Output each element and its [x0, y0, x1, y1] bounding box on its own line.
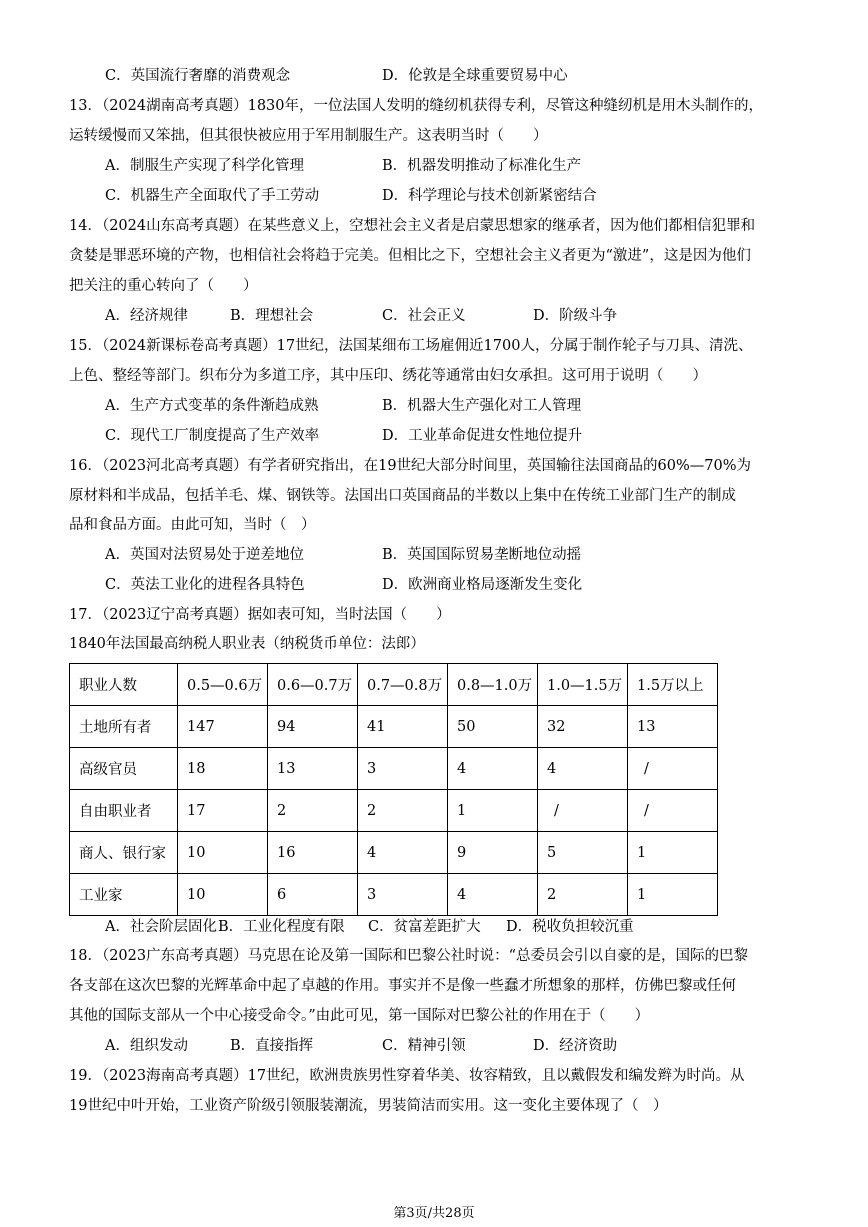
table-cell: 6 [268, 874, 358, 916]
table-cell: 2 [538, 874, 628, 916]
table-cell: 18 [178, 748, 268, 790]
table-header-row [70, 664, 718, 706]
table-cell: 13 [628, 706, 718, 748]
table-cell: 9 [448, 832, 538, 874]
option-d: D．阶级斗争 [533, 308, 618, 324]
table-cell: 4 [448, 748, 538, 790]
table-row [70, 790, 718, 832]
table-cell: 32 [538, 706, 628, 748]
question-stem: 各支部在这次巴黎的光辉革命中起了卓越的作用。事实并不是像一些蠢才所想象的那样，仿佛巴黎或任何 [69, 978, 736, 994]
table-cell: 商人、银行家 [70, 832, 178, 874]
table-row [70, 748, 718, 790]
option-b: B．机器发明推动了标准化生产 [382, 158, 582, 174]
question-options [0, 545, 868, 565]
question-options [0, 426, 868, 446]
table-row [70, 832, 718, 874]
page-number: 第3页/共28页 [393, 1206, 475, 1221]
table-cell: 1 [628, 832, 718, 874]
question-options [0, 306, 868, 326]
option-c: C．现代工厂制度提高了生产效率 [105, 428, 320, 444]
option-c: C．英国流行奢靡的消费观念 [105, 68, 291, 84]
table-cell: 4 [448, 874, 538, 916]
question-stem: 13．（2024湖南高考真题）1830年，一位法国人发明的缝纫机获得专利，尽管这种缝纫机是用木头制作的， [69, 98, 763, 114]
table-cell: 工业家 [70, 874, 178, 916]
table-cell: / [628, 748, 718, 790]
table-cell: 2 [268, 790, 358, 832]
option-b: B．理想社会 [230, 308, 314, 324]
option-a: A．社会阶层固化 [105, 919, 217, 935]
table-header-cell: 0.7—0.8万 [358, 664, 448, 706]
option-c: C．贫富差距扩大 [368, 919, 481, 935]
question-stem: 其他的国际支部从一个中心接受命令。”由此可见，第一国际对巴黎公社的作用在于（ ） [69, 1008, 650, 1024]
option-a: A．经济规律 [105, 308, 188, 324]
table-cell: / [628, 790, 718, 832]
question-stem: 19世纪中叶开始，工业资产阶级引领服装潮流，男装简洁而实用。这一变化主要体现了（ ） [69, 1098, 668, 1114]
question-stem: 把关注的重心转向了（ ） [69, 278, 258, 294]
option-d: D．税收负担较沉重 [506, 919, 634, 935]
question-stem: 18．（2023广东高考真题）马克思在论及第一国际和巴黎公社时说：“总委员会引以自豪的是，国际的巴黎 [69, 948, 749, 964]
table-header-cell: 0.8—1.0万 [448, 664, 538, 706]
table-cell: 10 [178, 832, 268, 874]
table-cell: 高级官员 [70, 748, 178, 790]
question-options [0, 186, 868, 206]
question-stem: 16．（2023河北高考真题）有学者研究指出，在19世纪大部分时间里，英国输往法国商品的60%—70%为 [69, 458, 752, 474]
table-header-cell: 职业人数 [70, 664, 178, 706]
question-stem: 运转缓慢而又笨拙，但其很快被应用于军用制服生产。这表明当时（ ） [69, 128, 548, 144]
table-cell: 147 [178, 706, 268, 748]
q12-options [0, 66, 868, 86]
table-cell: 94 [268, 706, 358, 748]
taxpayer-table [69, 663, 718, 916]
table-cell: 土地所有者 [70, 706, 178, 748]
table-cell: 4 [538, 748, 628, 790]
option-a: A．制服生产实现了科学化管理 [105, 158, 304, 174]
option-a: A．生产方式变革的条件渐趋成熟 [105, 398, 319, 414]
table-cell: 41 [358, 706, 448, 748]
question-options [0, 575, 868, 595]
table-cell: 4 [358, 832, 448, 874]
question-stem: 19．（2023海南高考真题）17世纪，欧洲贵族男性穿着华美、妆容精致，且以戴假发和编发辫为时尚。从 [69, 1068, 745, 1084]
table-cell: 50 [448, 706, 538, 748]
option-d: D．伦敦是全球重要贸易中心 [382, 68, 568, 84]
table-row [70, 706, 718, 748]
question-stem: 14．（2024山东高考真题）在某些意义上，空想社会主义者是启蒙思想家的继承者，因为他们都相信犯罪和 [69, 218, 756, 234]
option-c: C．机器生产全面取代了手工劳动 [105, 188, 320, 204]
table-caption: 1840年法国最高纳税人职业表（纳税货币单位：法郎） [69, 636, 425, 652]
table-cell: 1 [628, 874, 718, 916]
option-d: D．经济资助 [533, 1038, 618, 1054]
option-a: A．组织发动 [105, 1038, 188, 1054]
option-c: C．英法工业化的进程各具特色 [105, 577, 305, 593]
question-options [0, 1036, 868, 1056]
question-stem: 上色、整经等部门。织布分为多道工序，其中压印、绣花等通常由妇女承担。这可用于说明（ ） [69, 368, 707, 384]
table-cell: 5 [538, 832, 628, 874]
option-b: B．机器大生产强化对工人管理 [382, 398, 582, 414]
table-cell: 16 [268, 832, 358, 874]
table-header-cell: 1.0—1.5万 [538, 664, 628, 706]
table-cell: 10 [178, 874, 268, 916]
question-options [0, 396, 868, 416]
table-header-cell: 0.5—0.6万 [178, 664, 268, 706]
question-stem: 原材料和半成品，包括羊毛、煤、钢铁等。法国出口英国商品的半数以上集中在传统工业部门生产的制成 [69, 488, 736, 504]
table-cell: 3 [358, 874, 448, 916]
table-header-cell: 1.5万以上 [628, 664, 718, 706]
table-cell: 2 [358, 790, 448, 832]
option-c: C．精神引领 [382, 1038, 466, 1054]
option-d: D．科学理论与技术创新紧密结合 [382, 188, 597, 204]
option-b: B．直接指挥 [230, 1038, 314, 1054]
table-header-cell: 0.6—0.7万 [268, 664, 358, 706]
option-b: B．工业化程度有限 [218, 919, 345, 935]
question-stem: 贪婪是罪恶环境的产物，也相信社会将趋于完美。但相比之下，空想社会主义者更为“激进”，这是因为他们 [69, 248, 751, 264]
option-c: C．社会正义 [382, 308, 466, 324]
option-d: D．工业革命促进女性地位提升 [382, 428, 583, 444]
table-cell: / [538, 790, 628, 832]
table-cell: 17 [178, 790, 268, 832]
question-stem: 15．（2024新课标卷高考真题）17世纪，法国某细布工场雇佣近1700人，分属于制作轮子与刀具、清洗、 [69, 338, 753, 354]
question-options [0, 156, 868, 176]
option-a: A．英国对法贸易处于逆差地位 [105, 547, 304, 563]
option-d: D．欧洲商业格局逐渐发生变化 [382, 577, 583, 593]
question-options [0, 917, 868, 937]
option-b: B．英国国际贸易垄断地位动摇 [382, 547, 582, 563]
table-cell: 3 [358, 748, 448, 790]
table-cell: 1 [448, 790, 538, 832]
table-cell: 自由职业者 [70, 790, 178, 832]
question-stem: 品和食品方面。由此可知，当时（ ） [69, 517, 316, 533]
table-row [70, 874, 718, 916]
table-cell: 13 [268, 748, 358, 790]
question-stem: 17．（2023辽宁高考真题）据如表可知，当时法国（ ） [69, 607, 451, 623]
